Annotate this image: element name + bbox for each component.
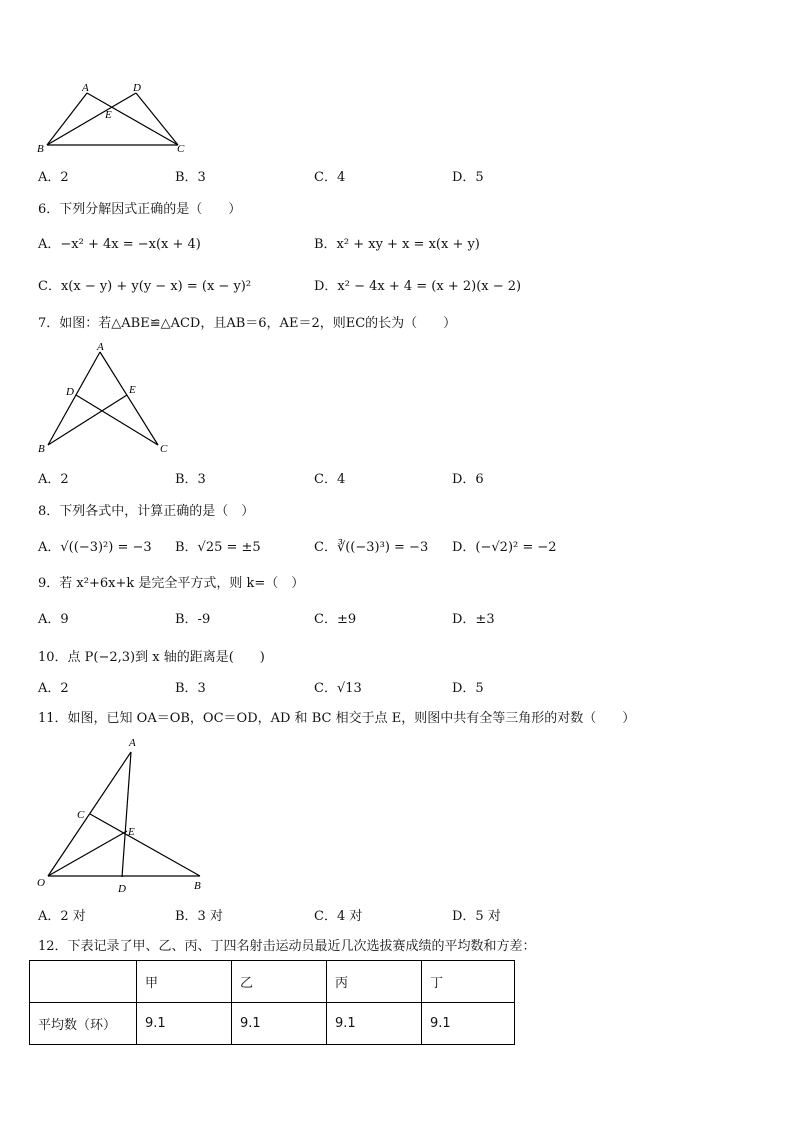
q11-option-a[interactable]: A．2 对 bbox=[38, 909, 86, 924]
q5-option-d[interactable]: D．5 bbox=[452, 170, 484, 185]
fig5-label-b: B bbox=[37, 143, 44, 155]
table-header-row bbox=[30, 961, 515, 1003]
q8-stem: 8．下列各式中，计算正确的是（ ） bbox=[38, 504, 255, 519]
q8-option-b[interactable]: B．√25 = ±5 bbox=[175, 540, 261, 555]
q5-option-c[interactable]: C．4 bbox=[314, 170, 346, 185]
figure-q7 bbox=[30, 338, 180, 460]
q6-stem: 6．下列分解因式正确的是（ ） bbox=[38, 202, 242, 217]
q7-stem: 7．如图：若△ABE≌△ACD，且AB＝6，AE＝2，则EC的长为（ ） bbox=[38, 316, 457, 331]
q6-option-b[interactable]: B．x² + xy + x = x(x + y) bbox=[314, 237, 480, 252]
q11-option-d[interactable]: D．5 对 bbox=[452, 909, 501, 924]
q12-table bbox=[29, 960, 515, 1045]
q11-option-c[interactable]: C．4 对 bbox=[314, 909, 363, 924]
fig11-label-a: A bbox=[129, 737, 136, 749]
q7-option-b[interactable]: B．3 bbox=[175, 472, 206, 487]
q8-option-a[interactable]: A．√((−3)²) = −3 bbox=[38, 540, 152, 555]
table-cell: 9.1 bbox=[422, 1003, 515, 1045]
q8-option-d[interactable]: D．(−√2)² = −2 bbox=[452, 540, 557, 555]
q9-stem: 9．若 x²+6x+k 是完全平方式，则 k=（ ） bbox=[38, 576, 305, 591]
q9-option-d[interactable]: D．±3 bbox=[452, 612, 495, 627]
table-cell: 9.1 bbox=[232, 1003, 327, 1045]
q7-option-d[interactable]: D．6 bbox=[452, 472, 484, 487]
q10-option-a[interactable]: A．2 bbox=[38, 681, 69, 696]
q12-stem: 12．下表记录了甲、乙、丙、丁四名射击运动员最近几次选拔赛成绩的平均数和方差： bbox=[38, 939, 536, 954]
fig5-label-e: E bbox=[105, 109, 112, 121]
table-header-cell bbox=[30, 961, 137, 1003]
fig11-label-d: D bbox=[118, 883, 126, 895]
table-header-cell: 乙 bbox=[232, 961, 327, 1003]
table-header-cell: 丙 bbox=[327, 961, 422, 1003]
fig11-label-o: O bbox=[37, 877, 45, 889]
q8-option-c[interactable]: C．∛((−3)³) = −3 bbox=[314, 540, 429, 555]
fig7-label-e: E bbox=[129, 384, 136, 396]
q6-option-d[interactable]: D．x² − 4x + 4 = (x + 2)(x − 2) bbox=[314, 279, 522, 294]
fig5-label-d: D bbox=[133, 82, 141, 94]
figure-q5 bbox=[30, 80, 200, 155]
fig7-label-a: A bbox=[97, 341, 104, 353]
table-cell: 9.1 bbox=[327, 1003, 422, 1045]
q10-option-d[interactable]: D．5 bbox=[452, 681, 484, 696]
fig5-label-c: C bbox=[177, 143, 185, 155]
fig7-label-c: C bbox=[160, 443, 168, 455]
q9-option-b[interactable]: B．-9 bbox=[175, 612, 211, 627]
q11-stem: 11．如图，已知 OA＝OB，OC＝OD，AD 和 BC 相交于点 E，则图中共有全等三角形的对数（ ） bbox=[38, 711, 636, 726]
q5-option-a[interactable]: A．2 bbox=[38, 170, 69, 185]
fig11-label-e: E bbox=[128, 826, 135, 838]
q11-option-b[interactable]: B．3 对 bbox=[175, 909, 223, 924]
figure-q11 bbox=[30, 732, 210, 897]
table-cell: 9.1 bbox=[137, 1003, 232, 1045]
q6-option-a[interactable]: A．−x² + 4x = −x(x + 4) bbox=[38, 237, 201, 252]
q6-option-c[interactable]: C．x(x − y) + y(y − x) = (x − y)² bbox=[38, 279, 252, 294]
q9-option-a[interactable]: A．9 bbox=[38, 612, 69, 627]
fig5-label-a: A bbox=[82, 82, 89, 94]
table-cell: 平均数（环） bbox=[30, 1003, 137, 1045]
q9-option-c[interactable]: C．±9 bbox=[314, 612, 357, 627]
q5-option-b[interactable]: B．3 bbox=[175, 170, 206, 185]
fig7-label-b: B bbox=[38, 443, 45, 455]
fig11-label-c: C bbox=[77, 809, 85, 821]
q7-option-a[interactable]: A．2 bbox=[38, 472, 69, 487]
q10-option-b[interactable]: B．3 bbox=[175, 681, 206, 696]
fig11-label-b: B bbox=[194, 880, 201, 892]
table-header-cell: 丁 bbox=[422, 961, 515, 1003]
q10-option-c[interactable]: C．√13 bbox=[314, 681, 362, 696]
q7-option-c[interactable]: C．4 bbox=[314, 472, 346, 487]
fig7-label-d: D bbox=[66, 386, 74, 398]
table-row bbox=[30, 1003, 515, 1045]
q10-stem: 10．点 P(−2,3)到 x 轴的距离是( ) bbox=[38, 650, 265, 665]
table-header-cell: 甲 bbox=[137, 961, 232, 1003]
